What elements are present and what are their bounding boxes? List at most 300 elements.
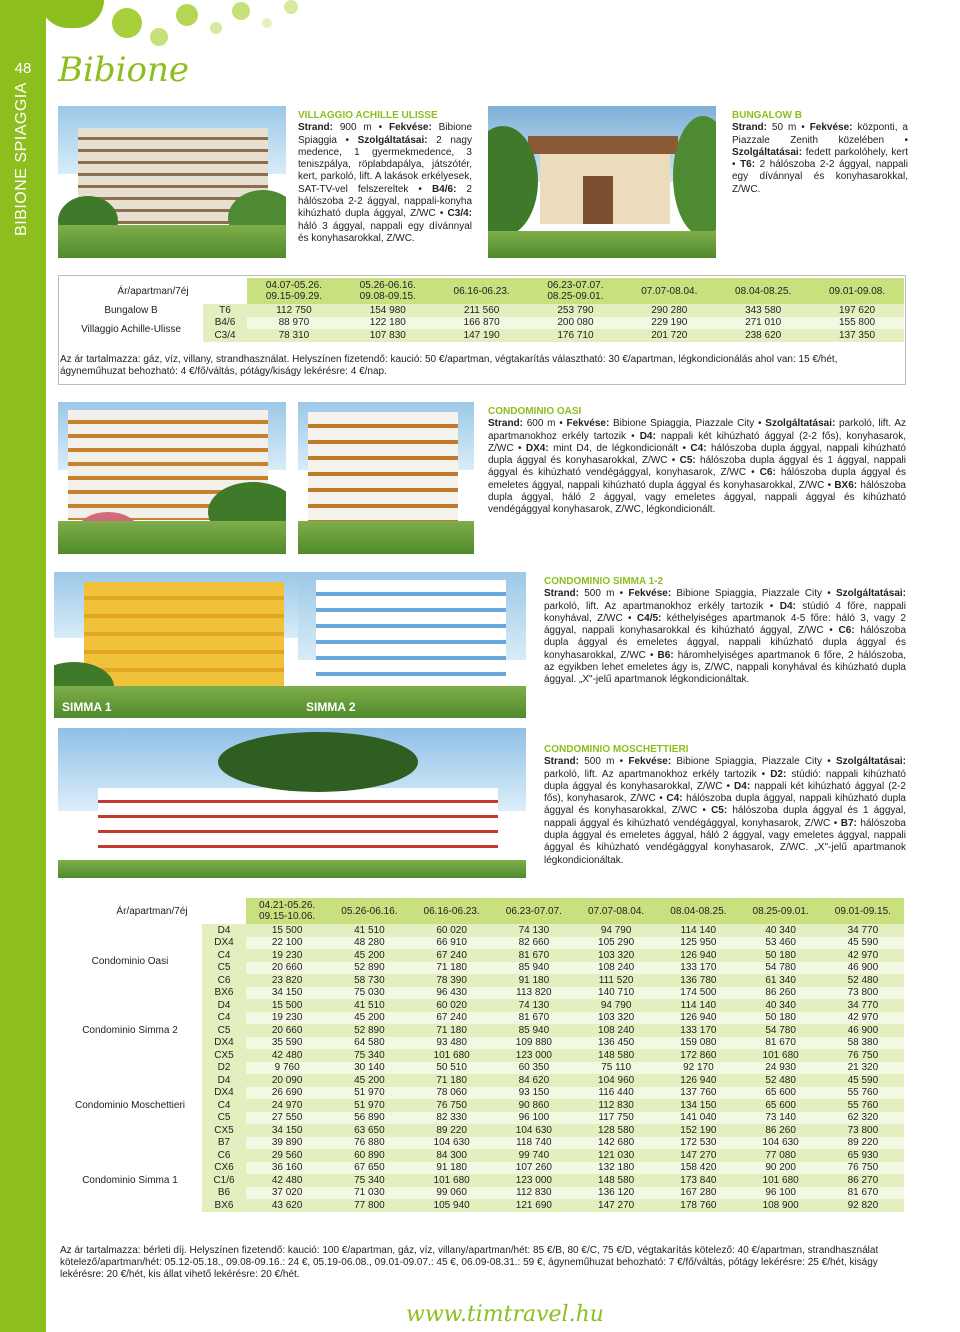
- price-cell: 109 880: [493, 1037, 575, 1050]
- price-cell: 133 170: [657, 1024, 739, 1037]
- price-cell: 147 190: [435, 329, 529, 342]
- price-cell: 78 310: [247, 329, 341, 342]
- period-header: 05.26-06.16.: [328, 898, 410, 924]
- price-cell: 172 530: [657, 1137, 739, 1150]
- body-text: parkoló, lift. Az apartmanokhoz erkély tartozik •: [544, 600, 780, 612]
- price-cell: 108 900: [740, 1199, 822, 1212]
- price-cell: 93 150: [493, 1087, 575, 1100]
- side-band: [0, 0, 46, 1332]
- price-cell: 121 030: [575, 1149, 657, 1162]
- price-cell: 84 620: [493, 1074, 575, 1087]
- oasi-text: [488, 418, 906, 515]
- apartment-code: DX4: [202, 937, 246, 950]
- deco-dot: [150, 28, 168, 46]
- price-cell: 81 670: [822, 1187, 904, 1200]
- side-title: BIBIONE SPIAGGIA: [13, 82, 30, 236]
- apartment-code: C5: [202, 1024, 246, 1037]
- table-row: [59, 317, 904, 330]
- price-note-2: Az ár tartalmazza: bérleti díj. Helyszínen fizetendő: kaució: 100 €/apartman, gáz, víz, villany/apartman/hét: 85 €/B, 80 €/C, 75 €/D, végtakarítás kötelező: 40 €/apartman, strandhasználat kötelező/apartman/hét: 05.12-05.18., 09.08-09.16.: 24 €, 05.19-06.08., 09.01-09.07.: 45 €, 06.09-08.31.: 59 €, ágyneműhuzat behozható: 7 €/fő/váltás, pótágy lekérésre: 25 €/hét, kiságy lekérésre: 20 €/hét, kis állat vihető lekérésre: 20 €/hét.: [60, 1245, 879, 1280]
- price-cell: 111 520: [575, 974, 657, 987]
- price-cell: 60 020: [411, 924, 493, 937]
- label-text: Fekvése:: [628, 756, 672, 768]
- photo-villaggio: [58, 106, 286, 258]
- apartment-code: C1/6: [202, 1174, 246, 1187]
- price-cell: 290 280: [622, 304, 716, 317]
- apartment-code: C6: [202, 974, 246, 987]
- price-cell: 141 040: [657, 1112, 739, 1125]
- label-text: Strand:: [488, 418, 523, 430]
- price-cell: 52 480: [740, 1074, 822, 1087]
- price-cell: 92 170: [657, 1062, 739, 1075]
- price-cell: 50 180: [740, 1012, 822, 1025]
- price-cell: 211 560: [435, 304, 529, 317]
- price-cell: 128 580: [575, 1124, 657, 1137]
- deco-dot: [40, 0, 104, 28]
- price-cell: 108 240: [575, 1024, 657, 1037]
- price-cell: 88 970: [247, 317, 341, 330]
- bungalow-title: BUNGALOW B: [732, 110, 802, 121]
- body-text: Bibione Spiaggia, Piazzale City •: [671, 756, 836, 768]
- price-cell: 107 260: [493, 1162, 575, 1175]
- label-text: Fekvése:: [566, 418, 610, 430]
- bungalow-description: [732, 110, 908, 196]
- price-cell: 94 790: [575, 999, 657, 1012]
- price-cell: 86 260: [740, 1124, 822, 1137]
- price-cell: 75 030: [328, 987, 410, 1000]
- apartment-code: C4: [202, 949, 246, 962]
- label-text: D2:: [770, 768, 787, 780]
- body-text: 900 m •: [333, 122, 389, 134]
- price-cell: 52 890: [328, 962, 410, 975]
- label-text: Strand:: [544, 756, 579, 768]
- price-cell: 148 580: [575, 1049, 657, 1062]
- price-cell: 73 140: [740, 1112, 822, 1125]
- label-text: Szolgáltatásai:: [357, 134, 428, 146]
- moschettieri-title: CONDOMINIO MOSCHETTIERI: [544, 744, 689, 755]
- body-text: 500 m •: [579, 588, 629, 600]
- price-cell: 67 240: [411, 1012, 493, 1025]
- price-cell: 45 200: [328, 1012, 410, 1025]
- price-cell: 126 940: [657, 1074, 739, 1087]
- price-cell: 147 270: [657, 1149, 739, 1162]
- apartment-code: DX4: [202, 1087, 246, 1100]
- deco-dot: [210, 22, 222, 34]
- photo-moschettieri: [58, 728, 526, 878]
- price-cell: 147 270: [575, 1199, 657, 1212]
- price-cell: 176 710: [529, 329, 623, 342]
- price-cell: 76 880: [328, 1137, 410, 1150]
- apartment-code: C5: [202, 962, 246, 975]
- price-cell: 137 760: [657, 1087, 739, 1100]
- price-cell: 34 770: [822, 999, 904, 1012]
- price-cell: 30 140: [328, 1062, 410, 1075]
- price-cell: 51 970: [328, 1087, 410, 1100]
- price-cell: 86 260: [740, 987, 822, 1000]
- deco-dot: [262, 18, 272, 28]
- price-cell: 94 790: [575, 924, 657, 937]
- simma-title: CONDOMINIO SIMMA 1-2: [544, 576, 664, 587]
- price-cell: 46 900: [822, 962, 904, 975]
- price-cell: 45 200: [328, 949, 410, 962]
- price-cell: 155 800: [810, 317, 904, 330]
- table-row: [58, 924, 904, 937]
- price-cell: 96 430: [411, 987, 493, 1000]
- price-cell: 64 580: [328, 1037, 410, 1050]
- price-cell: 103 320: [575, 1012, 657, 1025]
- photo-oasi-1: [58, 402, 286, 554]
- price-cell: 104 630: [411, 1137, 493, 1150]
- price-cell: 48 280: [328, 937, 410, 950]
- price-cell: 62 320: [822, 1112, 904, 1125]
- price-table-1: [59, 278, 904, 342]
- price-cell: 74 130: [493, 924, 575, 937]
- price-cell: 41 510: [328, 999, 410, 1012]
- body-text: 2 hálószoba 2-2 ággyal, nappali-konyha kihúzható dupla ággyal, Z/WC •: [298, 183, 472, 220]
- oasi-description: [488, 406, 906, 517]
- price-cell: 34 150: [246, 987, 328, 1000]
- body-text: stúdió: nappali kihúzható dupla ággyal és konyhasarokkal, Z/WC •: [544, 768, 906, 792]
- apartment-code: D4: [202, 999, 246, 1012]
- body-text: 500 m •: [579, 756, 629, 768]
- period-header: 06.23-07.07.: [493, 898, 575, 924]
- label-text: D4:: [734, 780, 751, 792]
- price-cell: 86 270: [822, 1174, 904, 1187]
- price-cell: 60 020: [411, 999, 493, 1012]
- deco-dot: [284, 0, 298, 14]
- price-cell: 15 500: [246, 924, 328, 937]
- price-cell: 82 660: [493, 937, 575, 950]
- body-text: Bibione Spiaggia •: [298, 122, 473, 146]
- price-cell: 76 750: [822, 1049, 904, 1062]
- bungalow-text: [732, 122, 908, 194]
- body-text: Bibione Spiaggia, Piazzale City •: [609, 418, 766, 430]
- apartment-code: BX6: [202, 987, 246, 1000]
- body-text: 50 m •: [767, 122, 810, 134]
- price-cell: 21 320: [822, 1062, 904, 1075]
- website-footer: www.timtravel.hu: [406, 1302, 604, 1327]
- apartment-code: T6: [203, 304, 247, 317]
- price-cell: 108 240: [575, 962, 657, 975]
- price-cell: 166 870: [435, 317, 529, 330]
- price-cell: 81 670: [493, 1012, 575, 1025]
- price-cell: 154 980: [341, 304, 435, 317]
- label-text: Fekvése:: [809, 122, 853, 134]
- period-header: 04.21-05.26. 09.15-10.06.: [246, 898, 328, 924]
- price-cell: 42 970: [822, 1012, 904, 1025]
- apartment-code: D4: [202, 924, 246, 937]
- price-cell: 53 460: [740, 937, 822, 950]
- period-header: 09.01-09.15.: [822, 898, 904, 924]
- photo-bungalow: [488, 106, 716, 258]
- label-text: Fekvése:: [388, 122, 432, 134]
- apartment-code: CX5: [202, 1049, 246, 1062]
- price-cell: 126 940: [657, 1012, 739, 1025]
- table-header-label: Ár/apartman/7éj: [58, 898, 246, 924]
- price-cell: 45 200: [328, 1074, 410, 1087]
- price-cell: 15 500: [246, 999, 328, 1012]
- price-cell: 52 480: [822, 974, 904, 987]
- price-cell: 65 930: [822, 1149, 904, 1162]
- price-cell: 71 180: [411, 1024, 493, 1037]
- price-cell: 58 380: [822, 1037, 904, 1050]
- page-title: Bibione: [58, 50, 189, 90]
- price-table-2: [58, 898, 904, 1212]
- price-cell: 45 590: [822, 1074, 904, 1087]
- price-cell: 126 940: [657, 949, 739, 962]
- deco-dot: [112, 8, 142, 38]
- body-text: hálószoba dupla ággyal és emeletes ággyal, nappali kihúzható dupla ággyal és konyhasarokkal, Z/WC •: [488, 467, 906, 491]
- price-cell: 81 670: [493, 949, 575, 962]
- price-cell: 50 180: [740, 949, 822, 962]
- label-text: C4/5:: [636, 612, 662, 624]
- deco-dot: [232, 2, 250, 20]
- period-header: 07.07-08.04.: [575, 898, 657, 924]
- price-cell: 46 900: [822, 1024, 904, 1037]
- price-cell: 74 130: [493, 999, 575, 1012]
- price-cell: 112 830: [493, 1187, 575, 1200]
- price-cell: 167 280: [657, 1187, 739, 1200]
- villaggio-text: [298, 122, 472, 244]
- body-text: nappali két kihúzható ággyal (2-2 fős), konyhasarok, Z/WC •: [544, 780, 906, 805]
- price-cell: 76 750: [822, 1162, 904, 1175]
- price-cell: 159 080: [657, 1037, 739, 1050]
- period-header: 08.04-08.25.: [657, 898, 739, 924]
- price-cell: 54 780: [740, 1024, 822, 1037]
- price-cell: 35 590: [246, 1037, 328, 1050]
- apartment-code: CX5: [202, 1124, 246, 1137]
- price-cell: 84 300: [411, 1149, 493, 1162]
- label-text: C6:: [838, 625, 855, 637]
- label-text: C6:: [759, 467, 776, 479]
- price-cell: 9 760: [246, 1062, 328, 1075]
- price-cell: 71 180: [411, 1074, 493, 1087]
- label-text: C3/4:: [447, 208, 472, 220]
- price-cell: 101 680: [740, 1049, 822, 1062]
- label-text: Szolgáltatásai:: [765, 418, 836, 430]
- price-cell: 19 230: [246, 949, 328, 962]
- table-header-label: Ár/apartman/7éj: [59, 278, 247, 304]
- apartment-code: B4/6: [203, 317, 247, 330]
- price-cell: 122 180: [341, 317, 435, 330]
- label-text: B4/6:: [431, 183, 457, 195]
- price-cell: 105 290: [575, 937, 657, 950]
- price-cell: 132 180: [575, 1162, 657, 1175]
- period-header: 09.01-09.08.: [810, 278, 904, 304]
- label-text: B7:: [840, 817, 857, 829]
- period-header: 06.23-07.07. 08.25-09.01.: [529, 278, 623, 304]
- price-cell: 104 630: [740, 1137, 822, 1150]
- price-cell: 61 340: [740, 974, 822, 987]
- price-cell: 34 770: [822, 924, 904, 937]
- body-text: hálószoba dupla ággyal és emeletes ággyal, háló 2 ággyal, vagy emeletes ággyal, nappali ággyal és kihúzható vendégággyal konyhasarok, Z/WC. „X"-jelű apartmanok légkondicionáltak.: [544, 817, 906, 866]
- price-note-1: Az ár tartalmazza: gáz, víz, villany, strandhasználat. Helyszínen fizetendő: kaució: 50 €/apartman, végtakarítás választható: 30 €/apartman, légkondicionálás ahol van: 15 €/hét, ágyneműhuzat behozható: 4 €/fő/váltás, pótágy/kiságy lekérésre: 4 €/nap.: [60, 354, 838, 377]
- price-cell: 60 890: [328, 1149, 410, 1162]
- label-text: BX6:: [834, 479, 858, 491]
- price-cell: 125 950: [657, 937, 739, 950]
- price-cell: 112 750: [247, 304, 341, 317]
- table-row: [59, 304, 904, 317]
- body-text: hálószoba dupla ággyal, nappali kihúzható dupla ággyal és konyhasarokkal, Z/WC •: [544, 793, 906, 817]
- price-cell: 89 220: [411, 1124, 493, 1137]
- price-cell: 85 940: [493, 962, 575, 975]
- price-cell: 136 450: [575, 1037, 657, 1050]
- period-header: 08.25-09.01.: [740, 898, 822, 924]
- label-text: T6:: [740, 159, 756, 171]
- price-cell: 99 740: [493, 1149, 575, 1162]
- body-text: hálószoba dupla ággyal és emeletes ággyal, nappali kihúzható dupla ággyal és konyhasarokkal, Z/WC •: [544, 625, 906, 661]
- price-cell: 104 630: [493, 1124, 575, 1137]
- price-cell: 118 740: [493, 1137, 575, 1150]
- price-cell: 40 340: [740, 924, 822, 937]
- price-cell: 54 780: [740, 962, 822, 975]
- apartment-code: C6: [202, 1149, 246, 1162]
- price-cell: 52 890: [328, 1024, 410, 1037]
- price-cell: 112 830: [575, 1099, 657, 1112]
- page-number: 48: [14, 60, 32, 77]
- price-cell: 140 710: [575, 987, 657, 1000]
- price-cell: 77 800: [328, 1199, 410, 1212]
- price-cell: 63 650: [328, 1124, 410, 1137]
- price-cell: 134 150: [657, 1099, 739, 1112]
- photo-oasi-2: [298, 402, 474, 554]
- photo-simma-1: [54, 572, 314, 718]
- moschettieri-text: [544, 756, 906, 865]
- price-cell: 91 180: [411, 1162, 493, 1175]
- price-cell: 81 670: [740, 1037, 822, 1050]
- price-cell: 75 340: [328, 1049, 410, 1062]
- price-cell: 22 100: [246, 937, 328, 950]
- period-header: 06.16-06.23.: [411, 898, 493, 924]
- price-cell: 73 800: [822, 987, 904, 1000]
- simma-2-label: SIMMA 2: [306, 700, 356, 714]
- period-header: 08.04-08.25.: [716, 278, 810, 304]
- villaggio-title: VILLAGGIO ACHILLE ULISSE: [298, 110, 438, 121]
- price-cell: 90 200: [740, 1162, 822, 1175]
- label-text: D4:: [779, 600, 796, 612]
- price-cell: 26 690: [246, 1087, 328, 1100]
- price-cell: 78 060: [411, 1087, 493, 1100]
- body-text: parkoló, lift. Az apartmanokhoz erkély tartozik •: [544, 768, 771, 780]
- body-text: kéthelyiséges apartmanok 4-5 főre: háló 3, vagy 2 ággyal, nappali konyhasarokkal és kihúzható ággyal, Z/WC •: [544, 612, 906, 637]
- price-cell: 71 030: [328, 1187, 410, 1200]
- price-cell: 101 680: [411, 1174, 493, 1187]
- simma-1-label: SIMMA 1: [62, 700, 112, 714]
- price-cell: 90 860: [493, 1099, 575, 1112]
- apartment-code: DX4: [202, 1037, 246, 1050]
- label-text: DX4:: [525, 442, 549, 454]
- price-cell: 178 760: [657, 1199, 739, 1212]
- body-text: hálószoba dupla ággyal és 1 ággyal, nappali ággyal és kihúzható vendégággyal, konyhasarok, Z/WC •: [488, 455, 906, 479]
- price-cell: 89 220: [822, 1137, 904, 1150]
- period-header: 05.26-06.16. 09.08-09.15.: [341, 278, 435, 304]
- price-cell: 173 840: [657, 1174, 739, 1187]
- label-text: B6:: [657, 649, 674, 661]
- price-cell: 172 860: [657, 1049, 739, 1062]
- body-text: fedett parkolóhely, kert •: [732, 146, 908, 171]
- price-cell: 42 970: [822, 949, 904, 962]
- price-cell: 96 100: [493, 1112, 575, 1125]
- price-cell: 271 010: [716, 317, 810, 330]
- price-cell: 66 910: [411, 937, 493, 950]
- price-cell: 37 020: [246, 1187, 328, 1200]
- apartment-code: B6: [202, 1187, 246, 1200]
- villaggio-description: [298, 110, 472, 245]
- apartment-code: BX6: [202, 1199, 246, 1212]
- price-cell: 71 180: [411, 962, 493, 975]
- price-cell: 60 350: [493, 1062, 575, 1075]
- property-name: Condominio Simma 1: [58, 1149, 202, 1212]
- price-cell: 36 160: [246, 1162, 328, 1175]
- label-text: C5:: [679, 455, 696, 467]
- price-cell: 117 750: [575, 1112, 657, 1125]
- oasi-title: CONDOMINIO OASI: [488, 406, 582, 417]
- price-cell: 85 940: [493, 1024, 575, 1037]
- price-cell: 58 730: [328, 974, 410, 987]
- price-cell: 123 000: [493, 1049, 575, 1062]
- price-cell: 75 340: [328, 1174, 410, 1187]
- price-cell: 65 600: [740, 1099, 822, 1112]
- price-cell: 20 090: [246, 1074, 328, 1087]
- price-cell: 34 150: [246, 1124, 328, 1137]
- price-cell: 158 420: [657, 1162, 739, 1175]
- price-cell: 20 660: [246, 1024, 328, 1037]
- body-text: hálószoba dupla ággyal és 1 ággyal, nappali ággyal és kihúzható vendégággyal, konyhasarok, Z/WC •: [544, 805, 906, 829]
- label-text: D4:: [639, 430, 656, 442]
- label-text: C4:: [690, 442, 707, 454]
- label-text: Strand:: [298, 122, 333, 134]
- body-text: 2 nagy medence, 1 gyermekmedence, 3 teniszpálya, röplabdapálya, játszótér, kert, parkoló, lift. A lakások erkélyesek, SAT-TV-vel felszereltek •: [298, 134, 472, 195]
- price-cell: 67 240: [411, 949, 493, 962]
- price-cell: 76 750: [411, 1099, 493, 1112]
- body-text: 2 hálószoba 2-2 ággyal, nappali egy dívánnyal és konyhasarokkal, Z/WC.: [732, 159, 909, 195]
- price-cell: 133 170: [657, 962, 739, 975]
- price-cell: 197 620: [810, 304, 904, 317]
- label-text: Szolgáltatásai:: [732, 146, 803, 158]
- body-text: hálószoba dupla ággyal, háló 2 ággyal, vagy emeletes ággyal, nappali ággyal és kihúzható vendégággyal konyhasarok, Z/WC, légkondicionált.: [488, 479, 906, 516]
- price-cell: 82 330: [411, 1112, 493, 1125]
- body-text: központi, a Piazzale Zenith közelében •: [732, 122, 908, 146]
- price-cell: 56 890: [328, 1112, 410, 1125]
- price-cell: 113 820: [493, 987, 575, 1000]
- price-cell: 40 340: [740, 999, 822, 1012]
- body-text: stúdió 4 főre, nappali konyhával, Z/WC •: [544, 600, 907, 624]
- price-cell: 101 680: [411, 1049, 493, 1062]
- apartment-code: C3/4: [203, 329, 247, 342]
- body-text: háló 3 ággyal, nappali egy dívánnyal és konyhasarokkal, Z/WC.: [298, 220, 472, 244]
- price-cell: 116 440: [575, 1087, 657, 1100]
- price-cell: 93 480: [411, 1037, 493, 1050]
- table-row: [58, 999, 904, 1012]
- apartment-code: C4: [202, 1099, 246, 1112]
- apartment-code: D2: [202, 1062, 246, 1075]
- price-cell: 45 590: [822, 937, 904, 950]
- period-header: 06.16-06.23.: [435, 278, 529, 304]
- apartment-code: D4: [202, 1074, 246, 1087]
- price-cell: 19 230: [246, 1012, 328, 1025]
- body-text: hálószoba dupla ággyal, nappali kihúzható dupla ággyal és konyhasarokkal, Z/WC •: [488, 442, 906, 467]
- price-cell: 136 780: [657, 974, 739, 987]
- price-cell: 24 930: [740, 1062, 822, 1075]
- price-cell: 253 790: [529, 304, 623, 317]
- body-text: mint D4, de légkondicionált •: [548, 442, 691, 454]
- label-text: Strand:: [544, 588, 579, 600]
- price-cell: 142 680: [575, 1137, 657, 1150]
- price-cell: 55 760: [822, 1087, 904, 1100]
- price-cell: 23 820: [246, 974, 328, 987]
- price-cell: 121 690: [493, 1199, 575, 1212]
- simma-text: [544, 588, 906, 685]
- label-text: Strand:: [732, 122, 767, 134]
